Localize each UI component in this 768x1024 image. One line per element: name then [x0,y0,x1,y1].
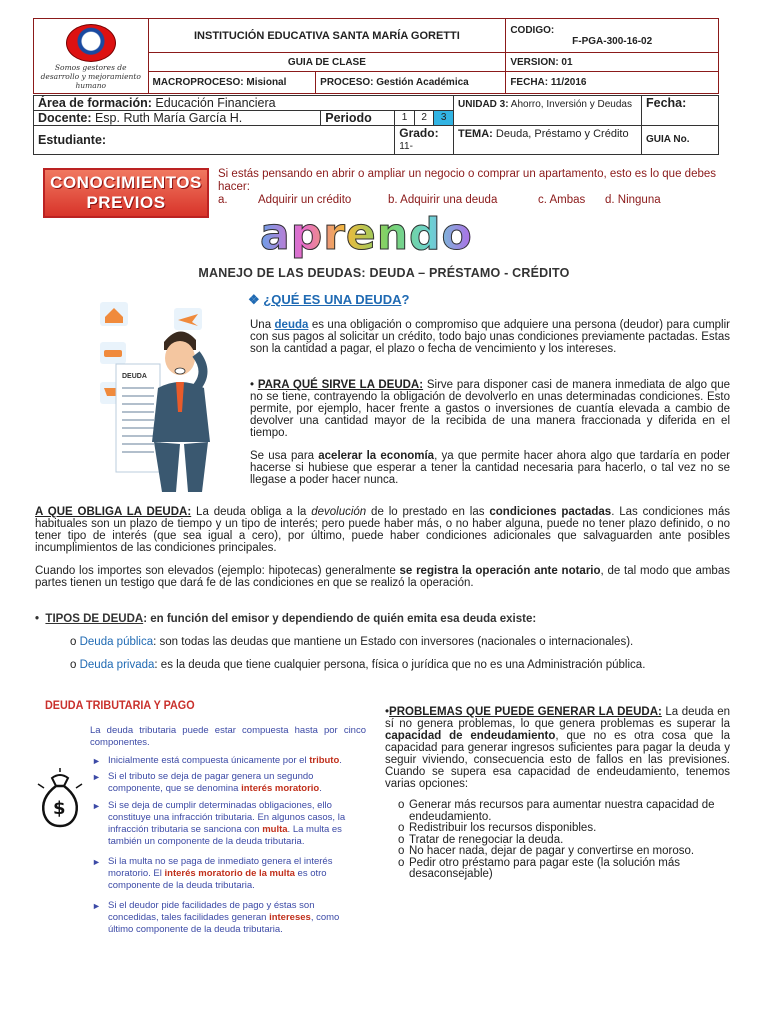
obliga-italic: devolución [311,506,367,518]
area-cell [34,96,454,111]
docente-cell [34,111,321,126]
problemas-item-1: Generar más recursos para aumentar nuestra capacidad de endeudamiento. [409,799,715,823]
sirve-paragraph: • PARA QUÉ SIRVE LA DEUDA: Sirve para disponer casi de manera inmediata de algo que no se tiene, contrayendo la obligación de devolverlo en unas determinadas condiciones. Esto permite, por ejemplo, hacer frente a gastos o inversiones de cuantía elevada a cambio de devolver una cantidad mayor de la recibida de una manera fraccionada y diferida en el tiempo. [250,379,730,439]
codigo-label: CODIGO: [510,24,555,36]
option-c[interactable]: c. Ambas [538,194,586,206]
tipo-item-publica: o Deuda pública: son todas las deudas que mantiene un Estado con inversores (nacionales o internacionales). [70,636,634,648]
fecha-label: Fecha: [646,96,687,110]
deuda-paper-label: DEUDA [122,373,147,380]
tributaria-item-1 [108,755,366,767]
obliga-t3: . Las condiciones más habituales son un plazo de tiempo y un tipo de interés; pero puede haber más, o no haber alguna, puede no tener plazo definido, o no tener tipo de interés (que sea igual a cero), por último, puede haber condiciones adicionales que salvaguarden ante posibles incumplimientos de las condiciones principales. [35,506,730,554]
problemas-item-2: Redistribuir los recursos disponibles. [409,822,597,834]
acelerar-bold: acelerar la economía [318,450,435,462]
def-pre: Una [250,319,275,331]
acelerar-pre: Se usa para [250,450,319,462]
tipos-label: TIPOS DE DEUDA [45,613,144,625]
tema-value: Deuda, Préstamo y Crédito [495,128,629,140]
previos-question: Si estás pensando en abrir o ampliar un negocio o comprar un apartamento, esto es lo que debes hacer: [218,168,717,193]
obliga-paragraph [35,506,730,554]
heading-diamond-icon: ❖ [248,292,264,307]
heading-question-mark: ? [401,292,410,307]
b1-pre: Inicialmente está compuesta únicamente por el [108,755,310,766]
area-value: Educación Financiera [155,96,276,110]
option-a-letter: a. [218,194,228,206]
deuda-link[interactable]: deuda [274,319,309,331]
tipo-item-privada: o Deuda privada: es la deuda que tiene cualquier persona, física o jurídica que no es una Administración pública. [70,659,646,671]
tributaria-intro: La deuda tributaria puede estar compuesta hasta por cinco componentes. [90,725,366,748]
logo-cell [34,19,149,94]
option-d[interactable]: d. Ninguna [605,194,661,206]
problemas-list [398,800,733,881]
unidad-value: Ahorro, Inversión y Deudas [510,99,632,110]
periodo-label: Periodo [321,111,395,126]
problemas-paragraph: •PROBLEMAS QUE PUEDE GENERAR LA DEUDA: La deuda en sí no genera problemas, lo que genera problemas es superar la capacidad de endeudamiento, que no es otra cosa que la capacidad para generar ingresos suficientes para pagar la deuda y seguir viviendo, consecuencia esto de fallos en las previsiones. Cuando se supera esa capacidad de endeudamiento, tenemos varias opciones: [385,706,731,790]
problemas-item-5: Pedir otro préstamo para pagar este (la solución más desaconsejable) [409,856,681,880]
bullet-arrow-icon: ► [92,857,101,867]
sirve-text: Sirve para disponer casi de manera inmediata de algo que no se tiene, contrayendo la obligación de devolverlo en unas determinadas condiciones. Esto permite, por ejemplo, hacer frente a gastos o inversiones de cuantía elevada a cambio de devolver una cantidad mayor de la recibida de una manera fraccionada y diferida en el tiempo. [250,379,730,439]
tributaria-title: DEUDA TRIBUTARIA Y PAGO [45,698,195,712]
b5-red: intereses [269,912,311,923]
list-item: o Tratar de renegociar la deuda. [398,833,564,846]
tributaria-item-4 [108,856,366,892]
notario-post: , de tal modo que ambas partes tienen un testigo que dará fe de las condiciones en que se realizó la operación. [35,565,730,589]
list-item: o Redistribuir los recursos disponibles. [398,822,597,834]
option-b[interactable]: b. Adquirir una deuda [388,194,498,206]
grado-value: 11- [399,141,413,152]
grado-label: Grado: [399,126,439,140]
acelerar-paragraph [250,450,730,486]
student-info-table [33,95,719,155]
fecha-field[interactable] [642,96,719,126]
guia-no-label: GUIA No. [646,134,690,145]
option-a-text[interactable]: Adquirir un crédito [258,194,352,206]
periodo-2[interactable]: 2 [414,111,434,126]
logo-text: Somos gestores de desarrollo y mejoramiento humano [40,63,141,90]
problemas-bold: capacidad de endeudamiento [385,730,556,742]
badge-line-2: PREVIOS [86,193,166,212]
list-item: o No hacer nada, dejar de pagar y convertirse en moroso. [398,845,695,857]
notario-paragraph [35,565,730,589]
obliga-bold: condiciones pactadas [489,506,612,518]
docente-value: Esp. Ruth María García H. [94,111,243,125]
area-label: Área de formación: [38,96,152,110]
periodo-3[interactable]: 3 [434,111,454,126]
que-es-heading [248,292,409,308]
deuda-publica-name: Deuda pública [79,636,154,648]
svg-text:$: $ [53,798,66,819]
aprendo-text: aprendo [260,209,473,260]
b5-post: , como último componente de la deuda tributaria. [108,912,340,935]
list-item: o Generar más recursos para aumentar nuestra capacidad de endeudamiento. [398,800,733,823]
periodo-1[interactable]: 1 [395,111,415,126]
money-bag-icon [36,768,84,830]
problemas-t1: La deuda en sí no genera problemas, lo que genera problemas es superar la [385,706,730,730]
obliga-t1: La deuda obliga a la [191,506,312,518]
obliga-label: A QUE OBLIGA LA DEUDA: [35,506,192,518]
previos-options [218,194,661,206]
grado-cell[interactable] [395,126,454,155]
main-title: MANEJO DE LAS DEUDAS: DEUDA – PRÉSTAMO - CRÉDITO [198,266,570,280]
b2-pre: Si el tributo se deja de pagar genera un segundo componente, que se denomina [108,771,314,794]
fecha-header: FECHA: 11/2016 [506,72,719,94]
acelerar-post: , ya que permite hacer ahora algo que tardaría en poder hacerse si hubiese que esperar a tener la cantidad necesaria para hacerlo, o tal vez no se llegase a poder hacer nunca. [250,450,730,486]
b1-red: tributo [309,755,340,766]
version: VERSION: 01 [506,53,719,72]
problemas-t2: , que no es otra cosa que la capacidad para generar ingresos suficientes para pagar la deuda y seguir viviendo, consecuencia esto de fallos en las previsiones. Cuando se supera esa capacidad de endeudamiento, tenemos varias opciones: [385,730,731,790]
notario-bold: se registra la operación ante notario [399,565,601,577]
b3-post: . La multa es también un componente de la deuda tributaria. [108,824,342,847]
unidad-cell [454,96,642,126]
problemas-item-4: No hacer nada, dejar de pagar y convertirse en moroso. [409,845,695,857]
bullet-arrow-icon: ► [92,756,101,766]
codigo-value: F-PGA-300-16-02 [572,35,653,47]
b4-post: es otro componente de la deuda tributaria. [108,868,327,891]
worried-man-figure [152,331,210,492]
definicion-paragraph [250,319,730,355]
b4-red: interés moratorio de la multa [164,868,295,879]
obliga-t2: de lo prestado en las [366,506,490,518]
problemas-label: PROBLEMAS QUE PUEDE GENERAR LA DEUDA: [389,706,662,718]
tributaria-item-3 [108,800,366,848]
b2-red: interés moratorio [241,783,320,794]
guia-de-clase: GUIA DE CLASE [148,53,506,72]
problemas-item-3: Tratar de renegociar la deuda. [409,833,564,846]
codigo-cell [506,19,719,53]
deuda-publica-desc: : son todas las deudas que mantiene un Estado con inversores (nacionales o internacionales). [153,636,634,648]
b3-pre: Si se deja de cumplir determinadas obligaciones, ello constituye una infracción tributaria. En algunos casos, la infracción tributaria se sanciona con [108,800,346,835]
deuda-privada-name: Deuda privada [79,659,155,671]
badge-line-1: CONOCIMIENTOS [50,173,202,192]
bullet-arrow-icon: ► [92,772,101,782]
institution-name: INSTITUCIÓN EDUCATIVA SANTA MARÍA GORETTI [148,19,506,53]
notario-pre: Cuando los importes son elevados (ejemplo: hipotecas) generalmente [35,565,400,577]
macroproceso: MACROPROCESO: Misional [148,72,316,94]
b1-post: . [339,755,342,766]
tipos-heading: • TIPOS DE DEUDA: en función del emisor y dependiendo de quién emita esa deuda existe: [35,613,537,625]
deuda-privada-desc: : es la deuda que tiene cualquier persona, física o jurídica que no es una Administración pública. [154,659,646,671]
estudiante-label: Estudiante: [38,133,107,147]
bullet-arrow-icon: ► [92,801,101,811]
unidad-label: UNIDAD 3: [458,99,509,110]
conocimientos-previos-badge [43,168,209,218]
que-es-link[interactable]: ¿QUÉ ES UNA DEUDA [263,292,402,307]
b2-post: . [319,783,322,794]
sirve-label: PARA QUÉ SIRVE LA DEUDA: [257,379,424,391]
tema-cell [454,126,642,155]
def-post: es una obligación o compromiso que adquiere una persona (deudor) para cumplir con sus pagos al solicitar un crédito, todo bajo unas condiciones previamente pactadas. Estas son la cantidad a pagar, el plazo o fecha de vencimiento y los intereses. [250,319,730,355]
tributaria-item-2 [108,771,366,795]
deuda-paper [116,364,160,472]
tipos-text: : en función del emisor y dependiendo de quién emita esa deuda existe: [143,613,537,625]
header-table [33,18,719,94]
school-seal-icon [66,24,116,62]
guia-no-field[interactable] [642,126,719,155]
b5-pre: Si el deudor pide facilidades de pago y éstas son concedidas, tales facilidades generan [108,900,315,923]
b3-red: multa [262,824,288,835]
debt-illustration [92,292,242,492]
b4-pre: Si la multa no se paga de inmediato genera el interés moratorio. El [108,856,333,879]
bullet-arrow-icon: ► [92,901,101,911]
tributaria-item-5 [108,900,366,936]
docente-label: Docente: [38,111,92,125]
list-item: o Pedir otro préstamo para pagar este (la solución más desaconsejable) [398,858,733,881]
tema-label: TEMA: [458,128,493,140]
estudiante-field[interactable] [34,126,395,155]
aprendo-wordart [260,210,473,260]
proceso: PROCESO: Gestión Académica [316,72,506,94]
